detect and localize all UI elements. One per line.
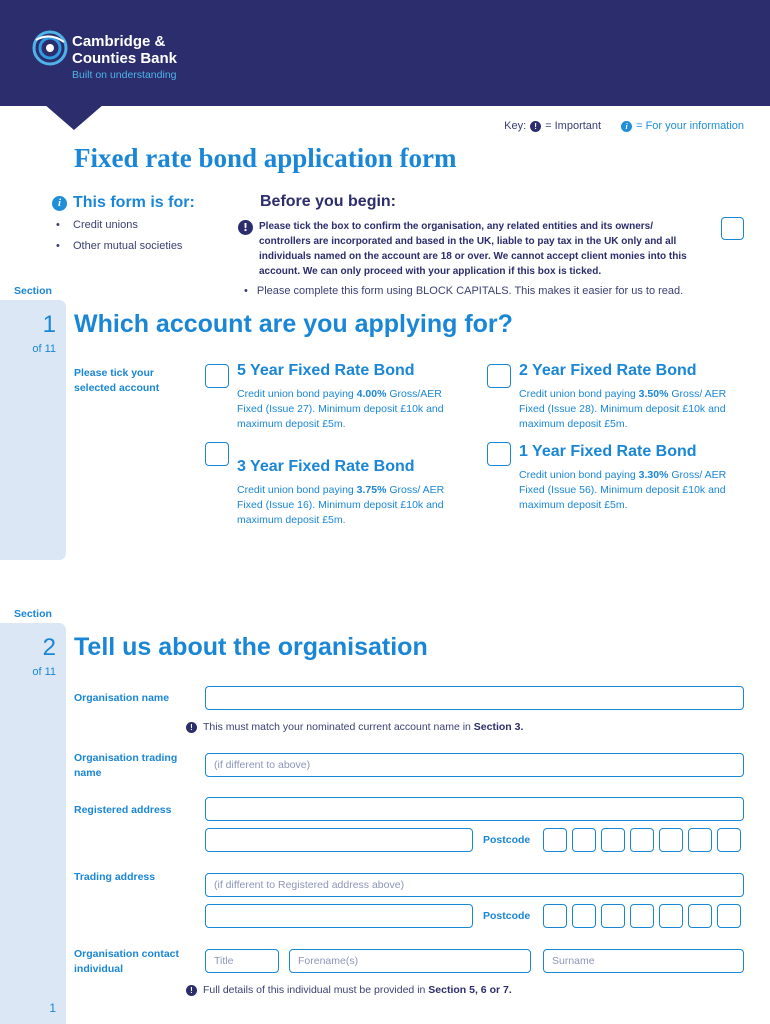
this-form-is-for-heading [52, 194, 195, 212]
key-legend [504, 120, 744, 132]
registered-address-line2-field[interactable] [205, 828, 473, 852]
org-name-field[interactable] [205, 686, 744, 710]
trading-name-field[interactable]: (if different to above) [205, 753, 744, 777]
this-form-is-for-list [56, 219, 182, 261]
bond-3-year-title: 3 Year Fixed Rate Bond [237, 458, 415, 475]
registered-postcode-char-2[interactable] [572, 828, 596, 852]
registered-postcode-label: Postcode [483, 834, 531, 846]
list-item: • Credit unions [56, 219, 182, 231]
info-icon: i [52, 196, 67, 211]
bond-2-year-title: 2 Year Fixed Rate Bond [519, 362, 697, 379]
brand-name-line1: Cambridge & [72, 33, 166, 50]
info-icon: i [621, 121, 632, 132]
before-you-begin-important [238, 219, 707, 279]
contact-forename-field[interactable]: Forename(s) [289, 949, 531, 973]
trading-postcode-char-4[interactable] [630, 904, 654, 928]
section-2-number: 2 [42, 634, 56, 661]
bond-3-year-checkbox[interactable] [205, 442, 229, 466]
brand-name-line2: Counties Bank [72, 50, 178, 67]
registered-postcode-char-7[interactable] [717, 828, 741, 852]
page-title: Fixed rate bond application form [74, 143, 457, 173]
trading-postcode-char-2[interactable] [572, 904, 596, 928]
page-number: 1 [49, 1001, 56, 1015]
bond-1-year-checkbox[interactable] [487, 442, 511, 466]
trading-postcode-char-6[interactable] [688, 904, 712, 928]
contact-individual-label: Organisation contact individual [74, 948, 180, 975]
trading-postcode-label: Postcode [483, 910, 531, 922]
before-you-begin-heading: Before you begin: [260, 193, 397, 210]
registered-address-label: Registered address [74, 804, 172, 816]
important-icon: ! [186, 722, 197, 733]
trading-postcode-char-5[interactable] [659, 904, 683, 928]
trading-postcode-char-7[interactable] [717, 904, 741, 928]
section-2-sidebar [0, 629, 66, 1024]
section-2-label: Section [14, 608, 52, 620]
section-1-label: Section [14, 285, 52, 297]
important-icon: ! [186, 985, 197, 996]
section-1-of: of 11 [32, 343, 56, 355]
section-2-heading: Tell us about the organisation [74, 633, 428, 661]
registered-postcode-char-6[interactable] [688, 828, 712, 852]
brand-name [72, 33, 177, 67]
brand-tagline: Built on understanding [72, 69, 177, 81]
bond-2-year-checkbox[interactable] [487, 364, 511, 388]
bond-1-year-title: 1 Year Fixed Rate Bond [519, 443, 697, 460]
bond-5-year-title: 5 Year Fixed Rate Bond [237, 362, 415, 379]
important-icon: ! [238, 220, 253, 235]
section-2-of: of 11 [32, 666, 56, 678]
trading-postcode-char-3[interactable] [601, 904, 625, 928]
section-1-heading: Which account are you applying for? [74, 310, 513, 338]
trading-address-line2-field[interactable] [205, 904, 473, 928]
registered-address-line1-field[interactable] [205, 797, 744, 821]
bond-5-year-checkbox[interactable] [205, 364, 229, 388]
contact-surname-field[interactable]: Surname [543, 949, 744, 973]
bond-1-year-desc: Credit union bond paying 3.30% Gross/ AER Fixed (Issue 56). Minimum deposit £10k and maximum deposit £5m. [519, 469, 727, 511]
confirm-eligibility-checkbox[interactable] [721, 217, 744, 240]
bond-3-year-desc: Credit union bond paying 3.75% Gross/ AER Fixed (Issue 16). Minimum deposit £10k and maximum deposit £5m. [237, 484, 445, 526]
header-notch [44, 104, 104, 130]
bond-2-year-desc: Credit union bond paying 3.50% Gross/ AER Fixed (Issue 28). Minimum deposit £10k and maximum deposit £5m. [519, 388, 727, 430]
contact-note: ! Full details of this individual must be provided in Section 5, 6 or 7. [186, 984, 512, 996]
trading-postcode-char-1[interactable] [543, 904, 567, 928]
bond-5-year-desc: Credit union bond paying 4.00% Gross/AER Fixed (Issue 27). Minimum deposit £10k and maximum deposit £5m. [237, 388, 444, 430]
key-important-text: = Important [545, 120, 602, 132]
trading-address-label: Trading address [74, 871, 156, 883]
registered-postcode-char-1[interactable] [543, 828, 567, 852]
list-item: • Other mutual societies [56, 240, 182, 252]
contact-title-field[interactable]: Title [205, 949, 279, 973]
before-you-begin-text: Please tick the box to confirm the organisation, any related entities and its owners/ controllers are incorporated and based in the UK, liable to pay tax in the UK only and all individuals named on the account are 18 or over. We cannot accept client monies into this account. We can only proceed with your application if this box is ticked. [259, 221, 687, 277]
registered-postcode-char-5[interactable] [659, 828, 683, 852]
this-form-is-for-label: This form is for: [73, 194, 195, 211]
org-name-note: ! This must match your nominated current account name in Section 3. [186, 721, 523, 733]
key-label: Key: [504, 120, 527, 132]
tick-account-label: Please tick your selected account [74, 367, 160, 394]
trading-address-line1-field[interactable]: (if different to Registered address above) [205, 873, 744, 897]
trading-name-label: Organisation trading name [74, 752, 178, 779]
block-capitals-note: • Please complete this form using BLOCK CAPITALS. This makes it easier for us to read. [244, 285, 683, 297]
important-icon: ! [530, 121, 541, 132]
org-name-label: Organisation name [74, 692, 170, 704]
section-1-number: 1 [42, 311, 56, 338]
key-info-text: = For your information [636, 120, 744, 132]
registered-postcode-char-3[interactable] [601, 828, 625, 852]
registered-postcode-char-4[interactable] [630, 828, 654, 852]
bank-logo-icon [32, 30, 68, 66]
